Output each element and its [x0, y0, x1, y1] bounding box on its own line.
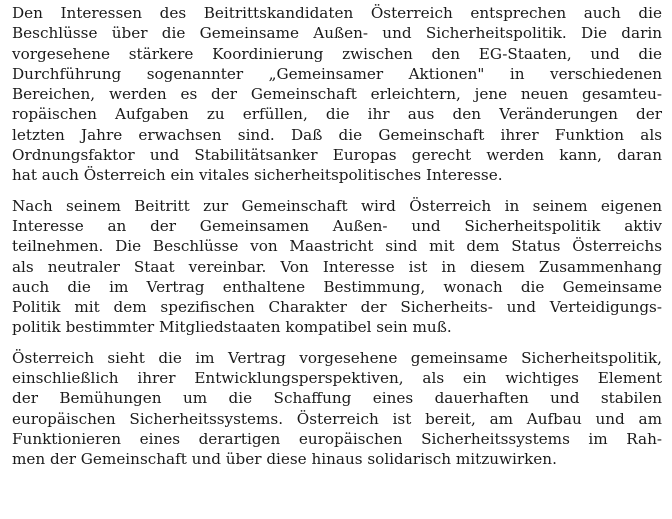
- text-line: auch die im Vertrag enthaltene Bestimmung, wonach die Gemeinsame: [12, 277, 662, 296]
- text-line: ropäischen Aufgaben zu erfüllen, die ihr aus den Veränderungen der: [12, 105, 662, 124]
- text-line: Durchführung sogenannter „Gemeinsamer Aktionen" in verschiedenen: [12, 64, 662, 83]
- text-line: politik bestimmter Mitgliedstaaten kompatibel sein muß.: [12, 318, 452, 337]
- paragraph: [12, 348, 662, 470]
- text-line: als neutraler Staat vereinbar. Von Interesse ist in diesem Zusammenhang: [12, 257, 662, 276]
- text-line: europäischen Sicherheitssystems. Österreich ist bereit, am Aufbau und am: [12, 409, 662, 428]
- text-line: letzten Jahre erwachsen sind. Daß die Gemeinschaft ihrer Funktion als: [12, 125, 662, 144]
- text-line: Politik mit dem spezifischen Charakter der Sicherheits- und Verteidigungs-: [12, 298, 662, 317]
- text-line: der Bemühungen um die Schaffung eines dauerhaften und stabilen: [12, 389, 662, 408]
- document-page: [12, 3, 662, 480]
- text-line: Ordnungsfaktor und Stabilitätsanker Europas gerecht werden kann, daran: [12, 146, 662, 165]
- text-line: Beschlüsse über die Gemeinsame Außen- und Sicherheitspolitik. Die darin: [12, 24, 662, 43]
- text-line: einschließlich ihrer Entwicklungsperspektiven, als ein wichtiges Element: [12, 369, 662, 388]
- text-line: Funktionieren eines derartigen europäischen Sicherheitssystems im Rah-: [12, 429, 662, 448]
- text-line: men der Gemeinschaft und über diese hinaus solidarisch mitzuwirken.: [12, 450, 557, 469]
- text-line: Interesse an der Gemeinsamen Außen- und Sicherheitspolitik aktiv: [12, 216, 662, 235]
- text-line: Österreich sieht die im Vertrag vorgesehene gemeinsame Sicherheitspolitik,: [12, 348, 662, 367]
- text-line: Nach seinem Beitritt zur Gemeinschaft wird Österreich in seinem eigenen: [12, 196, 662, 215]
- paragraph: [12, 3, 662, 186]
- text-line: Den Interessen des Beitrittskandidaten Österreich entsprechen auch die: [12, 4, 662, 22]
- text-line: teilnehmen. Die Beschlüsse von Maastricht sind mit dem Status Österreichs: [12, 237, 662, 256]
- text-line: hat auch Österreich ein vitales sicherheitspolitisches Interesse.: [12, 166, 503, 185]
- text-line: vorgesehene stärkere Koordinierung zwischen den EG-Staaten, und die: [12, 44, 662, 63]
- text-line: Bereichen, werden es der Gemeinschaft erleichtern, jene neuen gesamteu-: [12, 85, 662, 104]
- paragraph: [12, 196, 662, 338]
